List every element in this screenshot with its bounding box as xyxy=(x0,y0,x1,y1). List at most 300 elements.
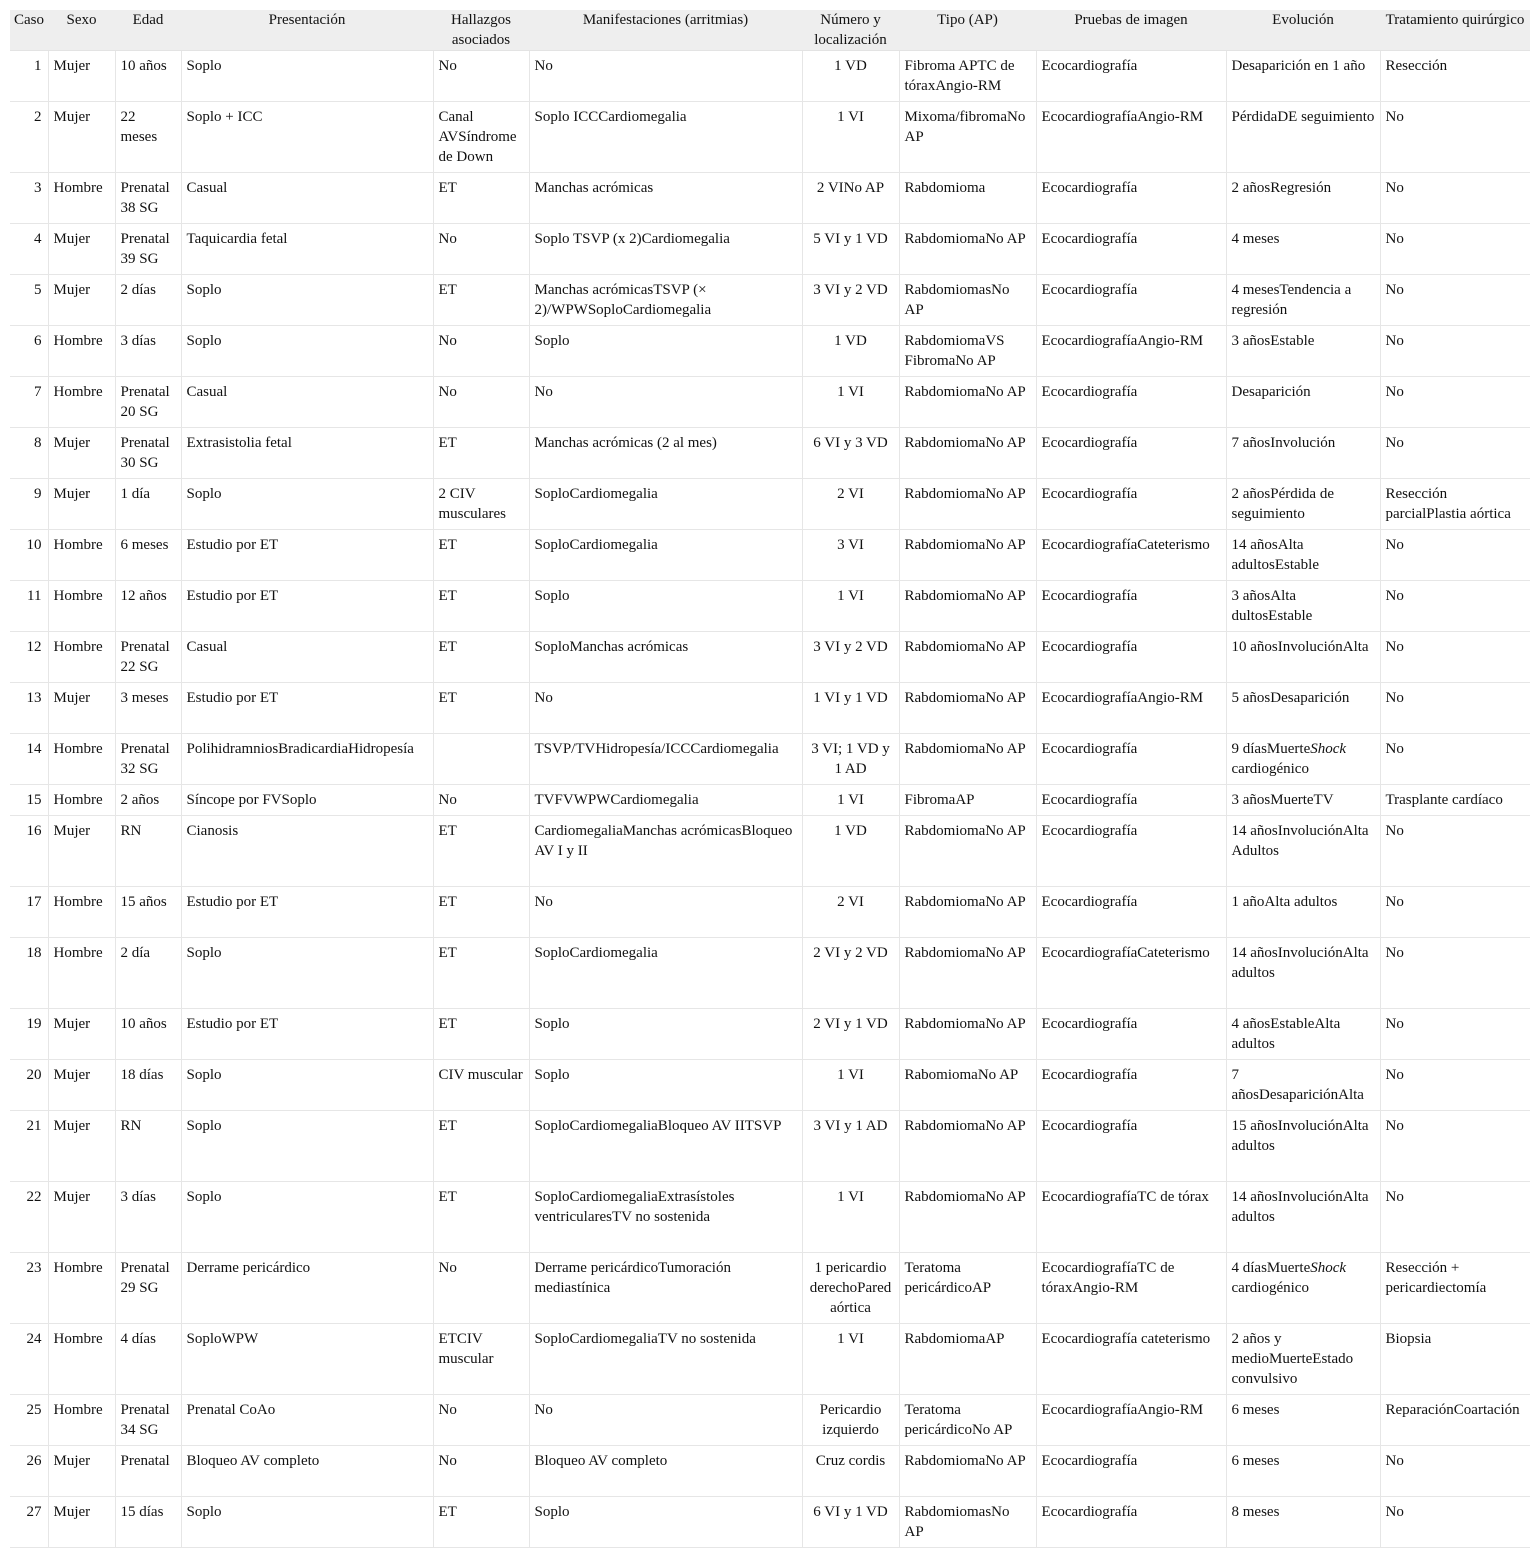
col-sexo-cell: Hombre xyxy=(48,530,115,581)
table-row xyxy=(10,734,1530,785)
col-edad-cell: 3 días xyxy=(115,326,181,377)
col-sexo-cell: Mujer xyxy=(48,1182,115,1253)
col-manifestaciones-header: Manifestaciones (arritmias) xyxy=(529,10,802,51)
col-evolucion-cell: 2 añosRegresión xyxy=(1226,173,1380,224)
col-numero-localizacion-cell: 3 VI y 2 VD xyxy=(802,632,899,683)
col-hallazgos-cell: ET xyxy=(433,173,529,224)
col-presentacion-cell: Soplo xyxy=(181,326,433,377)
col-caso-cell: 18 xyxy=(10,938,48,1009)
col-caso-cell: 7 xyxy=(10,377,48,428)
col-sexo-cell: Hombre xyxy=(48,632,115,683)
col-edad-cell: RN xyxy=(115,816,181,887)
col-manifestaciones-cell: Soplo xyxy=(529,1497,802,1548)
col-manifestaciones-cell: Soplo ICCCardiomegalia xyxy=(529,102,802,173)
col-numero-localizacion-cell: 1 VI xyxy=(802,377,899,428)
col-edad-cell: 2 día xyxy=(115,938,181,1009)
col-hallazgos-cell: No xyxy=(433,785,529,816)
col-presentacion-cell: Casual xyxy=(181,632,433,683)
col-sexo-cell: Hombre xyxy=(48,938,115,1009)
col-hallazgos-header: Hallazgos asociados xyxy=(433,10,529,51)
col-numero-localizacion-cell: 6 VI y 3 VD xyxy=(802,428,899,479)
col-sexo-cell: Mujer xyxy=(48,1060,115,1111)
col-tipo-cell: RabdomiomaNo AP xyxy=(899,632,1036,683)
col-hallazgos-cell: ET xyxy=(433,1111,529,1182)
col-sexo-cell: Mujer xyxy=(48,479,115,530)
col-presentacion-cell: Soplo xyxy=(181,479,433,530)
col-edad-header: Edad xyxy=(115,10,181,51)
col-edad-cell: 3 días xyxy=(115,1182,181,1253)
col-evolucion-cell: 3 añosAlta dultosEstable xyxy=(1226,581,1380,632)
col-evolucion-cell: 4 díasMuerteShock cardiogénico xyxy=(1226,1253,1380,1324)
col-pruebas-imagen-cell: Ecocardiografía xyxy=(1036,785,1226,816)
col-tratamiento-cell: No xyxy=(1380,581,1530,632)
col-presentacion-cell: PolihidramniosBradicardiaHidropesía xyxy=(181,734,433,785)
col-tratamiento-cell: No xyxy=(1380,173,1530,224)
col-presentacion-cell: Estudio por ET xyxy=(181,581,433,632)
header-row xyxy=(10,10,1530,51)
col-sexo-cell: Mujer xyxy=(48,1446,115,1497)
col-tipo-cell: RabdomiomaNo AP xyxy=(899,816,1036,887)
col-numero-localizacion-cell: 1 VD xyxy=(802,51,899,102)
col-caso-cell: 13 xyxy=(10,683,48,734)
col-pruebas-imagen-cell: EcocardiografíaCateterismo xyxy=(1036,530,1226,581)
col-sexo-cell: Hombre xyxy=(48,581,115,632)
col-hallazgos-cell: No xyxy=(433,326,529,377)
col-evolucion-cell: 10 añosInvoluciónAlta xyxy=(1226,632,1380,683)
col-sexo-cell: Hombre xyxy=(48,734,115,785)
col-evolucion-header: Evolución xyxy=(1226,10,1380,51)
col-tratamiento-cell: No xyxy=(1380,275,1530,326)
col-presentacion-cell: SoploWPW xyxy=(181,1324,433,1395)
col-pruebas-imagen-cell: Ecocardiografía xyxy=(1036,51,1226,102)
table-row xyxy=(10,275,1530,326)
col-presentacion-cell: Estudio por ET xyxy=(181,1009,433,1060)
col-numero-localizacion-cell: 3 VI; 1 VD y 1 AD xyxy=(802,734,899,785)
col-caso-header: Caso xyxy=(10,10,48,51)
table-row xyxy=(10,530,1530,581)
table-row xyxy=(10,1324,1530,1395)
col-tratamiento-cell: No xyxy=(1380,377,1530,428)
table-row xyxy=(10,785,1530,816)
col-presentacion-cell: Estudio por ET xyxy=(181,887,433,938)
col-sexo-cell: Mujer xyxy=(48,816,115,887)
col-hallazgos-cell: ET xyxy=(433,530,529,581)
col-tratamiento-cell: No xyxy=(1380,1497,1530,1548)
table-body xyxy=(10,51,1530,1548)
col-evolucion-cell: 6 meses xyxy=(1226,1395,1380,1446)
col-tratamiento-cell: Trasplante cardíaco xyxy=(1380,785,1530,816)
col-pruebas-imagen-cell: Ecocardiografía xyxy=(1036,275,1226,326)
col-tipo-header: Tipo (AP) xyxy=(899,10,1036,51)
col-sexo-cell: Hombre xyxy=(48,887,115,938)
col-numero-localizacion-cell: 2 VI xyxy=(802,887,899,938)
col-numero-localizacion-cell: 1 VI xyxy=(802,1182,899,1253)
col-caso-cell: 21 xyxy=(10,1111,48,1182)
col-caso-cell: 14 xyxy=(10,734,48,785)
col-edad-cell: Prenatal 20 SG xyxy=(115,377,181,428)
col-manifestaciones-cell: SoploCardiomegaliaBloqueo AV IITSVP xyxy=(529,1111,802,1182)
col-sexo-cell: Mujer xyxy=(48,275,115,326)
table-row xyxy=(10,632,1530,683)
col-pruebas-imagen-header: Pruebas de imagen xyxy=(1036,10,1226,51)
col-caso-cell: 3 xyxy=(10,173,48,224)
col-evolucion-cell: 14 añosAlta adultosEstable xyxy=(1226,530,1380,581)
col-evolucion-cell: 4 mesesTendencia a regresión xyxy=(1226,275,1380,326)
col-tipo-cell: RabdomiomaNo AP xyxy=(899,581,1036,632)
col-tratamiento-cell: No xyxy=(1380,1446,1530,1497)
table-row xyxy=(10,683,1530,734)
table-row xyxy=(10,1395,1530,1446)
col-caso-cell: 10 xyxy=(10,530,48,581)
col-tipo-cell: RabdomiomaNo AP xyxy=(899,1446,1036,1497)
col-pruebas-imagen-cell: Ecocardiografía xyxy=(1036,224,1226,275)
col-evolucion-cell: 5 añosDesaparición xyxy=(1226,683,1380,734)
col-pruebas-imagen-cell: Ecocardiografía xyxy=(1036,632,1226,683)
table-row xyxy=(10,1446,1530,1497)
col-pruebas-imagen-cell: Ecocardiografía xyxy=(1036,428,1226,479)
col-caso-cell: 23 xyxy=(10,1253,48,1324)
col-hallazgos-cell: CIV muscular xyxy=(433,1060,529,1111)
col-numero-localizacion-cell: 3 VI y 1 AD xyxy=(802,1111,899,1182)
col-edad-cell: 4 días xyxy=(115,1324,181,1395)
col-tipo-cell: RabdomiomaNo AP xyxy=(899,1182,1036,1253)
col-sexo-cell: Hombre xyxy=(48,785,115,816)
col-evolucion-cell: 4 meses xyxy=(1226,224,1380,275)
col-evolucion-cell: 14 añosInvoluciónAlta Adultos xyxy=(1226,816,1380,887)
col-evolucion-cell: 1 añoAlta adultos xyxy=(1226,887,1380,938)
col-tratamiento-cell: No xyxy=(1380,326,1530,377)
col-caso-cell: 12 xyxy=(10,632,48,683)
table-row xyxy=(10,1253,1530,1324)
col-manifestaciones-cell: Manchas acrómicasTSVP (× 2)/WPWSoploCardiomegalia xyxy=(529,275,802,326)
col-pruebas-imagen-cell: EcocardiografíaAngio-RM xyxy=(1036,683,1226,734)
col-tratamiento-cell: Resección xyxy=(1380,51,1530,102)
col-pruebas-imagen-cell: Ecocardiografía xyxy=(1036,377,1226,428)
col-sexo-cell: Mujer xyxy=(48,102,115,173)
col-sexo-header: Sexo xyxy=(48,10,115,51)
table-row xyxy=(10,479,1530,530)
col-evolucion-cell: 7 añosInvolución xyxy=(1226,428,1380,479)
col-hallazgos-cell: ET xyxy=(433,887,529,938)
col-tipo-cell: Fibroma APTC de tóraxAngio-RM xyxy=(899,51,1036,102)
col-tipo-cell: RabdomiomaNo AP xyxy=(899,530,1036,581)
col-hallazgos-cell: No xyxy=(433,377,529,428)
table-row xyxy=(10,581,1530,632)
col-sexo-cell: Hombre xyxy=(48,173,115,224)
col-manifestaciones-cell: No xyxy=(529,887,802,938)
col-manifestaciones-cell: Manchas acrómicas xyxy=(529,173,802,224)
table-row xyxy=(10,51,1530,102)
col-tipo-cell: FibromaAP xyxy=(899,785,1036,816)
col-presentacion-cell: Soplo xyxy=(181,1497,433,1548)
col-evolucion-cell: 3 añosMuerteTV xyxy=(1226,785,1380,816)
col-presentacion-cell: Soplo xyxy=(181,275,433,326)
col-pruebas-imagen-cell: Ecocardiografía cateterismo xyxy=(1036,1324,1226,1395)
col-manifestaciones-cell: SoploCardiomegaliaExtrasístoles ventricularesTV no sostenida xyxy=(529,1182,802,1253)
col-tipo-cell: RabdomiomaNo AP xyxy=(899,479,1036,530)
col-tratamiento-cell: Resección + pericardiectomía xyxy=(1380,1253,1530,1324)
col-presentacion-cell: Derrame pericárdico xyxy=(181,1253,433,1324)
col-edad-cell: 22 meses xyxy=(115,102,181,173)
col-tratamiento-cell: Resección parcialPlastia aórtica xyxy=(1380,479,1530,530)
table-row xyxy=(10,1060,1530,1111)
col-tratamiento-header: Tratamiento quirúrgico xyxy=(1380,10,1530,51)
col-hallazgos-cell: ET xyxy=(433,938,529,1009)
col-tratamiento-cell: No xyxy=(1380,816,1530,887)
col-pruebas-imagen-cell: EcocardiografíaAngio-RM xyxy=(1036,1395,1226,1446)
col-pruebas-imagen-cell: EcocardiografíaTC de tórax xyxy=(1036,1182,1226,1253)
col-pruebas-imagen-cell: EcocardiografíaCateterismo xyxy=(1036,938,1226,1009)
table-row xyxy=(10,428,1530,479)
col-manifestaciones-cell: SoploCardiomegalia xyxy=(529,530,802,581)
col-manifestaciones-cell: Manchas acrómicas (2 al mes) xyxy=(529,428,802,479)
col-sexo-cell: Hombre xyxy=(48,1395,115,1446)
table-row xyxy=(10,1009,1530,1060)
col-evolucion-cell: 6 meses xyxy=(1226,1446,1380,1497)
col-manifestaciones-cell: Soplo xyxy=(529,1009,802,1060)
col-presentacion-cell: Casual xyxy=(181,377,433,428)
col-evolucion-cell: 9 díasMuerteShock cardiogénico xyxy=(1226,734,1380,785)
col-edad-cell: 6 meses xyxy=(115,530,181,581)
col-tratamiento-cell: ReparaciónCoartación xyxy=(1380,1395,1530,1446)
col-evolucion-cell: 4 añosEstableAlta adultos xyxy=(1226,1009,1380,1060)
col-caso-cell: 4 xyxy=(10,224,48,275)
col-sexo-cell: Mujer xyxy=(48,1497,115,1548)
col-caso-cell: 2 xyxy=(10,102,48,173)
col-tipo-cell: RabdomiomaAP xyxy=(899,1324,1036,1395)
col-caso-cell: 6 xyxy=(10,326,48,377)
col-caso-cell: 19 xyxy=(10,1009,48,1060)
col-caso-cell: 26 xyxy=(10,1446,48,1497)
col-caso-cell: 16 xyxy=(10,816,48,887)
col-caso-cell: 25 xyxy=(10,1395,48,1446)
col-edad-cell: Prenatal 22 SG xyxy=(115,632,181,683)
col-sexo-cell: Mujer xyxy=(48,224,115,275)
col-manifestaciones-cell: SoploCardiomegalia xyxy=(529,938,802,1009)
col-caso-cell: 15 xyxy=(10,785,48,816)
col-presentacion-cell: Extrasistolia fetal xyxy=(181,428,433,479)
col-presentacion-cell: Bloqueo AV completo xyxy=(181,1446,433,1497)
col-tratamiento-cell: No xyxy=(1380,734,1530,785)
cases-table xyxy=(10,10,1530,1548)
col-numero-localizacion-cell: 2 VI y 1 VD xyxy=(802,1009,899,1060)
col-hallazgos-cell xyxy=(433,734,529,785)
col-tipo-cell: RabdomiomaNo AP xyxy=(899,734,1036,785)
col-tratamiento-cell: No xyxy=(1380,1009,1530,1060)
col-hallazgos-cell: 2 CIV musculares xyxy=(433,479,529,530)
table-row xyxy=(10,377,1530,428)
col-pruebas-imagen-cell: Ecocardiografía xyxy=(1036,1497,1226,1548)
col-presentacion-cell: Soplo xyxy=(181,1182,433,1253)
col-caso-cell: 22 xyxy=(10,1182,48,1253)
col-numero-localizacion-cell: 1 VI xyxy=(802,102,899,173)
col-caso-cell: 24 xyxy=(10,1324,48,1395)
col-hallazgos-cell: No xyxy=(433,1446,529,1497)
col-evolucion-cell: 14 añosInvoluciónAlta adultos xyxy=(1226,1182,1380,1253)
col-hallazgos-cell: Canal AVSíndrome de Down xyxy=(433,102,529,173)
col-hallazgos-cell: ET xyxy=(433,816,529,887)
col-numero-localizacion-cell: 2 VI xyxy=(802,479,899,530)
col-tratamiento-cell: No xyxy=(1380,224,1530,275)
col-tratamiento-cell: No xyxy=(1380,632,1530,683)
col-tipo-cell: RabomiomaNo AP xyxy=(899,1060,1036,1111)
table-row xyxy=(10,173,1530,224)
col-pruebas-imagen-cell: Ecocardiografía xyxy=(1036,1009,1226,1060)
table-row xyxy=(10,102,1530,173)
col-pruebas-imagen-cell: Ecocardiografía xyxy=(1036,734,1226,785)
col-tipo-cell: RabdomiomaNo AP xyxy=(899,683,1036,734)
col-tratamiento-cell: No xyxy=(1380,530,1530,581)
col-manifestaciones-cell: No xyxy=(529,51,802,102)
col-tipo-cell: RabdomiomaNo AP xyxy=(899,1009,1036,1060)
col-pruebas-imagen-cell: EcocardiografíaAngio-RM xyxy=(1036,326,1226,377)
col-hallazgos-cell: No xyxy=(433,1395,529,1446)
col-tipo-cell: RabdomiomaNo AP xyxy=(899,224,1036,275)
col-tipo-cell: Mixoma/fibromaNo AP xyxy=(899,102,1036,173)
col-edad-cell: 15 años xyxy=(115,887,181,938)
col-edad-cell: Prenatal 38 SG xyxy=(115,173,181,224)
col-evolucion-cell: 14 añosInvoluciónAlta adultos xyxy=(1226,938,1380,1009)
col-manifestaciones-cell: Soplo xyxy=(529,1060,802,1111)
col-tratamiento-cell: No xyxy=(1380,683,1530,734)
col-tratamiento-cell: No xyxy=(1380,102,1530,173)
col-tratamiento-cell: No xyxy=(1380,428,1530,479)
col-manifestaciones-cell: Derrame pericárdicoTumoración mediastínica xyxy=(529,1253,802,1324)
col-edad-cell: 10 años xyxy=(115,51,181,102)
col-tipo-cell: RabdomiomaNo AP xyxy=(899,1111,1036,1182)
table-row xyxy=(10,938,1530,1009)
col-evolucion-cell: 7 añosDesapariciónAlta xyxy=(1226,1060,1380,1111)
col-numero-localizacion-cell: 6 VI y 1 VD xyxy=(802,1497,899,1548)
col-pruebas-imagen-cell: Ecocardiografía xyxy=(1036,1060,1226,1111)
col-pruebas-imagen-cell: EcocardiografíaAngio-RM xyxy=(1036,102,1226,173)
col-presentacion-cell: Estudio por ET xyxy=(181,530,433,581)
col-numero-localizacion-cell: 1 pericardio derechoPared aórtica xyxy=(802,1253,899,1324)
col-numero-localizacion-cell: 1 VI xyxy=(802,1060,899,1111)
col-pruebas-imagen-cell: Ecocardiografía xyxy=(1036,581,1226,632)
col-edad-cell: 18 días xyxy=(115,1060,181,1111)
col-numero-localizacion-cell: 3 VI xyxy=(802,530,899,581)
table-row xyxy=(10,1111,1530,1182)
col-presentacion-cell: Soplo xyxy=(181,938,433,1009)
col-manifestaciones-cell: TVFVWPWCardiomegalia xyxy=(529,785,802,816)
col-hallazgos-cell: ET xyxy=(433,1497,529,1548)
col-hallazgos-cell: ET xyxy=(433,581,529,632)
col-pruebas-imagen-cell: Ecocardiografía xyxy=(1036,887,1226,938)
table-row xyxy=(10,816,1530,887)
col-manifestaciones-cell: SoploCardiomegaliaTV no sostenida xyxy=(529,1324,802,1395)
col-caso-cell: 8 xyxy=(10,428,48,479)
col-manifestaciones-cell: CardiomegaliaManchas acrómicasBloqueo AV I y II xyxy=(529,816,802,887)
col-caso-cell: 11 xyxy=(10,581,48,632)
col-edad-cell: Prenatal 32 SG xyxy=(115,734,181,785)
col-manifestaciones-cell: TSVP/TVHidropesía/ICCCardiomegalia xyxy=(529,734,802,785)
col-evolucion-cell: 15 añosInvoluciónAlta adultos xyxy=(1226,1111,1380,1182)
table-header xyxy=(10,10,1530,51)
col-numero-localizacion-cell: 2 VI y 2 VD xyxy=(802,938,899,1009)
col-presentacion-cell: Soplo xyxy=(181,51,433,102)
col-numero-localizacion-cell: 1 VI y 1 VD xyxy=(802,683,899,734)
col-numero-localizacion-cell: 1 VD xyxy=(802,326,899,377)
col-numero-localizacion-cell: 1 VI xyxy=(802,581,899,632)
col-pruebas-imagen-cell: Ecocardiografía xyxy=(1036,479,1226,530)
col-caso-cell: 9 xyxy=(10,479,48,530)
col-sexo-cell: Mujer xyxy=(48,1009,115,1060)
col-manifestaciones-cell: Soplo xyxy=(529,581,802,632)
col-hallazgos-cell: No xyxy=(433,51,529,102)
col-edad-cell: 12 años xyxy=(115,581,181,632)
col-tipo-cell: Teratoma pericárdicoAP xyxy=(899,1253,1036,1324)
col-edad-cell: 3 meses xyxy=(115,683,181,734)
col-edad-cell: Prenatal 39 SG xyxy=(115,224,181,275)
col-edad-cell: 1 día xyxy=(115,479,181,530)
col-sexo-cell: Hombre xyxy=(48,1253,115,1324)
col-tratamiento-cell: No xyxy=(1380,938,1530,1009)
col-presentacion-cell: Casual xyxy=(181,173,433,224)
col-hallazgos-cell: No xyxy=(433,1253,529,1324)
col-caso-cell: 20 xyxy=(10,1060,48,1111)
col-numero-localizacion-cell: Pericardio izquierdo xyxy=(802,1395,899,1446)
col-tratamiento-cell: No xyxy=(1380,1182,1530,1253)
col-tratamiento-cell: Biopsia xyxy=(1380,1324,1530,1395)
col-tipo-cell: RabdomiomaNo AP xyxy=(899,887,1036,938)
col-hallazgos-cell: ET xyxy=(433,632,529,683)
col-caso-cell: 27 xyxy=(10,1497,48,1548)
col-evolucion-cell: 2 añosPérdida de seguimiento xyxy=(1226,479,1380,530)
col-tipo-cell: RabdomiomaVS FibromaNo AP xyxy=(899,326,1036,377)
col-hallazgos-cell: ET xyxy=(433,275,529,326)
col-pruebas-imagen-cell: Ecocardiografía xyxy=(1036,1111,1226,1182)
col-edad-cell: 10 años xyxy=(115,1009,181,1060)
col-evolucion-cell: 3 añosEstable xyxy=(1226,326,1380,377)
col-numero-localizacion-cell: 5 VI y 1 VD xyxy=(802,224,899,275)
col-evolucion-cell: 2 años y medioMuerteEstado convulsivo xyxy=(1226,1324,1380,1395)
col-caso-cell: 1 xyxy=(10,51,48,102)
col-pruebas-imagen-cell: EcocardiografíaTC de tóraxAngio-RM xyxy=(1036,1253,1226,1324)
col-edad-cell: 2 días xyxy=(115,275,181,326)
col-tipo-cell: Rabdomioma xyxy=(899,173,1036,224)
col-edad-cell: Prenatal 29 SG xyxy=(115,1253,181,1324)
col-manifestaciones-cell: Bloqueo AV completo xyxy=(529,1446,802,1497)
col-numero-localizacion-cell: 1 VI xyxy=(802,785,899,816)
col-sexo-cell: Mujer xyxy=(48,683,115,734)
col-edad-cell: Prenatal xyxy=(115,1446,181,1497)
col-evolucion-cell: 8 meses xyxy=(1226,1497,1380,1548)
col-numero-localizacion-cell: 3 VI y 2 VD xyxy=(802,275,899,326)
col-tipo-cell: RabdomiomasNo AP xyxy=(899,1497,1036,1548)
table-row xyxy=(10,887,1530,938)
col-evolucion-cell: Desaparición xyxy=(1226,377,1380,428)
col-sexo-cell: Mujer xyxy=(48,428,115,479)
col-hallazgos-cell: ET xyxy=(433,1182,529,1253)
col-pruebas-imagen-cell: Ecocardiografía xyxy=(1036,816,1226,887)
col-sexo-cell: Hombre xyxy=(48,377,115,428)
col-tipo-cell: Teratoma pericárdicoNo AP xyxy=(899,1395,1036,1446)
col-hallazgos-cell: ET xyxy=(433,683,529,734)
col-pruebas-imagen-cell: Ecocardiografía xyxy=(1036,173,1226,224)
col-edad-cell: 2 años xyxy=(115,785,181,816)
col-sexo-cell: Hombre xyxy=(48,326,115,377)
col-manifestaciones-cell: SoploManchas acrómicas xyxy=(529,632,802,683)
col-sexo-cell: Mujer xyxy=(48,1111,115,1182)
col-hallazgos-cell: ET xyxy=(433,1009,529,1060)
col-tratamiento-cell: No xyxy=(1380,1060,1530,1111)
col-tratamiento-cell: No xyxy=(1380,1111,1530,1182)
col-edad-cell: RN xyxy=(115,1111,181,1182)
col-edad-cell: Prenatal 34 SG xyxy=(115,1395,181,1446)
col-manifestaciones-cell: Soplo TSVP (x 2)Cardiomegalia xyxy=(529,224,802,275)
col-caso-cell: 17 xyxy=(10,887,48,938)
